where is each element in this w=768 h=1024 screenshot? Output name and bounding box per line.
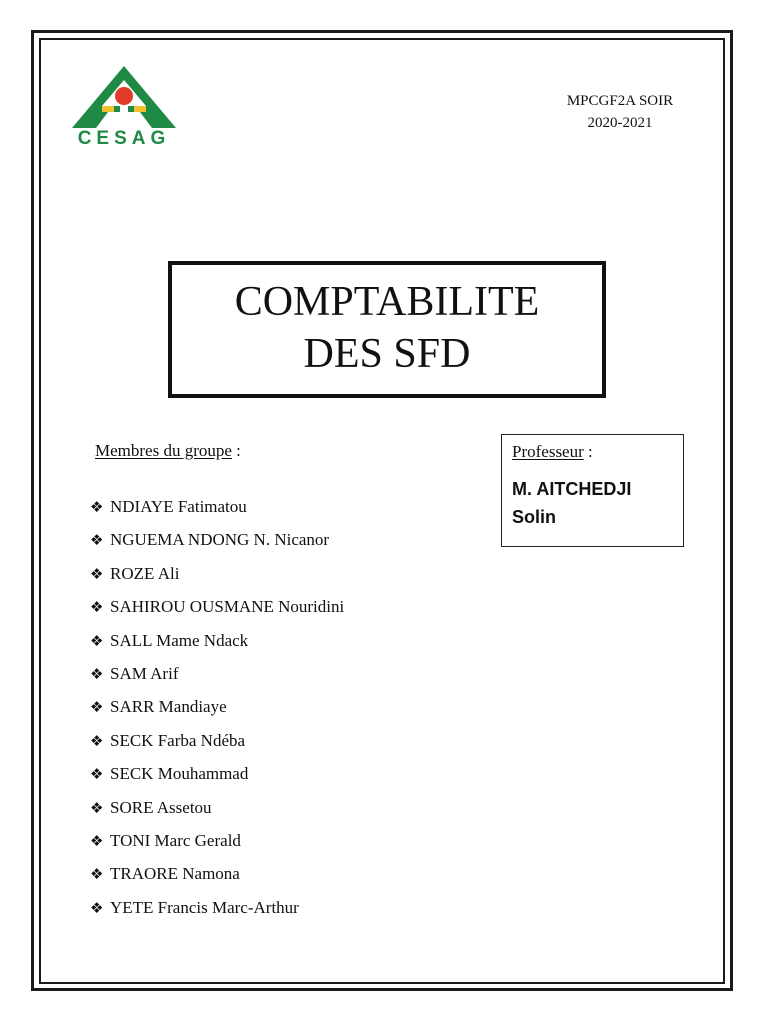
members-heading bbox=[95, 440, 241, 462]
list-item bbox=[90, 562, 344, 595]
program-name: MPCGF2A SOIR bbox=[566, 93, 674, 109]
member-name: SARR Mandiaye bbox=[110, 697, 227, 717]
list-item bbox=[90, 862, 344, 895]
list-item bbox=[90, 762, 344, 795]
list-item bbox=[90, 662, 344, 695]
professor-name bbox=[512, 475, 631, 531]
title-box bbox=[168, 261, 606, 398]
member-name: SECK Mouhammad bbox=[110, 764, 249, 784]
professor-name-line-2: Solin bbox=[512, 507, 556, 527]
title-line-1: COMPTABILITE bbox=[234, 279, 540, 325]
academic-year: 2020-2021 bbox=[587, 115, 653, 131]
logo-wordmark: CESAG bbox=[77, 128, 171, 149]
diamond-bullet-icon: ❖ bbox=[90, 798, 104, 817]
members-heading-label: Membres du groupe bbox=[95, 441, 232, 460]
professor-box bbox=[501, 434, 684, 547]
diamond-bullet-icon: ❖ bbox=[90, 831, 104, 850]
diamond-bullet-icon: ❖ bbox=[90, 598, 104, 617]
member-name: TRAORE Namona bbox=[110, 864, 240, 884]
program-info bbox=[540, 90, 700, 134]
professor-label-colon: : bbox=[583, 442, 593, 461]
list-item bbox=[90, 629, 344, 662]
diamond-bullet-icon: ❖ bbox=[90, 498, 104, 516]
members-heading-colon: : bbox=[231, 441, 241, 460]
cesag-emblem-icon bbox=[72, 66, 176, 128]
professor-label bbox=[512, 441, 593, 463]
diamond-bullet-icon: ❖ bbox=[90, 731, 104, 750]
title-line-2: DES SFD bbox=[303, 331, 471, 377]
diamond-bullet-icon: ❖ bbox=[90, 865, 104, 884]
member-name: SORE Assetou bbox=[110, 797, 212, 817]
list-item bbox=[90, 495, 344, 528]
diamond-bullet-icon: ❖ bbox=[90, 898, 104, 917]
diamond-bullet-icon: ❖ bbox=[90, 698, 104, 717]
member-name: SECK Farba Ndéba bbox=[110, 730, 246, 750]
list-item bbox=[90, 896, 344, 929]
member-name: SALL Mame Ndack bbox=[110, 630, 249, 650]
list-item bbox=[90, 796, 344, 829]
list-item bbox=[90, 695, 344, 728]
member-name: SAM Arif bbox=[110, 663, 179, 683]
diamond-bullet-icon: ❖ bbox=[90, 664, 104, 683]
diamond-bullet-icon: ❖ bbox=[90, 531, 104, 550]
list-item bbox=[90, 595, 344, 628]
members-list bbox=[90, 495, 344, 929]
member-name: TONI Marc Gerald bbox=[110, 830, 241, 850]
member-name: YETE Francis Marc-Arthur bbox=[110, 897, 299, 917]
diamond-bullet-icon: ❖ bbox=[90, 631, 104, 650]
diamond-bullet-icon: ❖ bbox=[90, 765, 104, 784]
cesag-logo bbox=[72, 66, 176, 150]
professor-label-text: Professeur bbox=[512, 442, 584, 461]
list-item bbox=[90, 729, 344, 762]
list-item bbox=[90, 829, 344, 862]
member-name: ROZE Ali bbox=[110, 563, 180, 583]
list-item bbox=[90, 528, 344, 561]
diamond-bullet-icon: ❖ bbox=[90, 564, 104, 583]
member-name: NGUEMA NDONG N. Nicanor bbox=[110, 530, 330, 550]
member-name: NDIAYE Fatimatou bbox=[110, 497, 247, 516]
member-name: SAHIROU OUSMANE Nouridini bbox=[110, 597, 345, 617]
professor-name-line-1: M. AITCHEDJI bbox=[512, 479, 632, 499]
